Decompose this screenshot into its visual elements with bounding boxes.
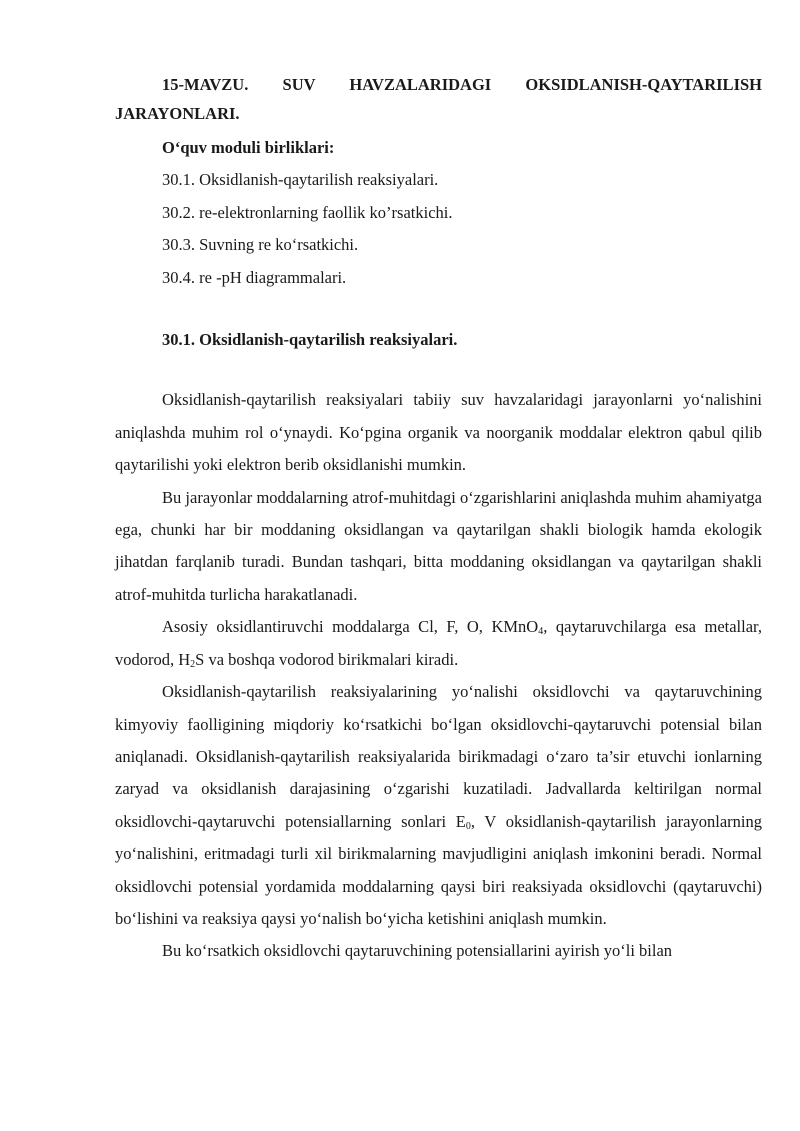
paragraph-2: Bu jarayonlar moddalarning atrof-muhitdagi o‘zgarishlarini aniqlashda muhim ahamiyatga ega, chunki har bir moddaning oksidlangan va qaytarilgan shakli biologik hamda ekologik jihatdan farqlanib turadi. Bundan tashqari, bitta moddaning oksidlangan va qaytarilgan shakli atrof-muhitda turlicha harakatlanadi. [115, 487, 762, 604]
paragraph-5: Bu ko‘rsatkich oksidlovchi qaytaruvchining potensiallarini ayirish yo‘li bilan [162, 941, 673, 961]
toc-item: 30.3. Suvning re ko‘rsatkichi. [162, 235, 359, 255]
section-heading: 30.1. Oksidlanish-qaytarilish reaksiyalari. [162, 330, 458, 350]
subscript: 2 [190, 658, 196, 670]
paragraph-3-text-a: Asosiy oksidlantiruvchi moddalarga Cl, F, O, KMnO [162, 617, 539, 637]
paragraph-1: Oksidlanish-qaytarilish reaksiyalari tabiiy suv havzalaridagi jarayonlarni yo‘nalishini aniqlashda muhim rol o‘ynaydi. Ko‘pgina organik va noorganik moddalar elektron qabul qilib qaytarilishi yoki elektron berib oksidlanishi mumkin. [115, 390, 762, 475]
paragraph-3-text-b: , qaytaruvchilarga esa metallar, vodorod, H [115, 617, 762, 669]
paragraph-3 [115, 611, 762, 676]
subscript: 0 [465, 820, 471, 832]
paragraph-4-text-b: , V oksidlanish-qaytarilish jarayonlarning yo‘nalishini, eritmadagi turli xil birikmalarning mavjudligini aniqlash imkonini beradi. Normal oksidlovchi potensial yordamida moddalarning qaysi biri reaksiyada oksidlovchi (qaytaruvchi) bo‘lishini va reaksiya qaysi yo‘nalish bo‘yicha ketishini aniqlash mumkin. [115, 811, 762, 928]
toc-heading: O‘quv moduli birliklari: [162, 138, 335, 157]
paragraph-3-text-c: S va boshqa vodorod birikmalari kiradi. [195, 649, 459, 669]
toc-item: 30.4. re -pH diagrammalari. [162, 267, 347, 287]
paragraph-4 [115, 676, 762, 935]
toc-item: 30.1. Oksidlanish-qaytarilish reaksiyalari. [162, 170, 439, 190]
toc-item: 30.2. re-elektronlarning faollik ko’rsatkichi. [162, 202, 453, 222]
document-page [115, 70, 762, 968]
paragraph-4-text-a: Oksidlanish-qaytarilish reaksiyalarining yo‘nalishi oksidlovchi va qaytaruvchining kimyoviy faolligining miqdoriy ko‘rsatkichi bo‘lgan oksidlovchi-qaytaruvchi potensial bilan aniqlanadi. Oksidlanish-qaytarilish reaksiyalarida birikmadagi o‘zaro ta’sir etuvchi ionlarning zaryad va oksidlanish darajasining o‘zgarishi kuzatiladi. Jadvallarda keltirilgan normal oksidlovchi-qaytaruvchi potensiallarning sonlari E [115, 682, 762, 831]
subscript: 4 [538, 626, 544, 638]
page-title: 15-MAVZU. SUV HAVZALARIDAGI OKSIDLANISH-QAYTARILISH JARAYONLARI. [115, 75, 762, 123]
